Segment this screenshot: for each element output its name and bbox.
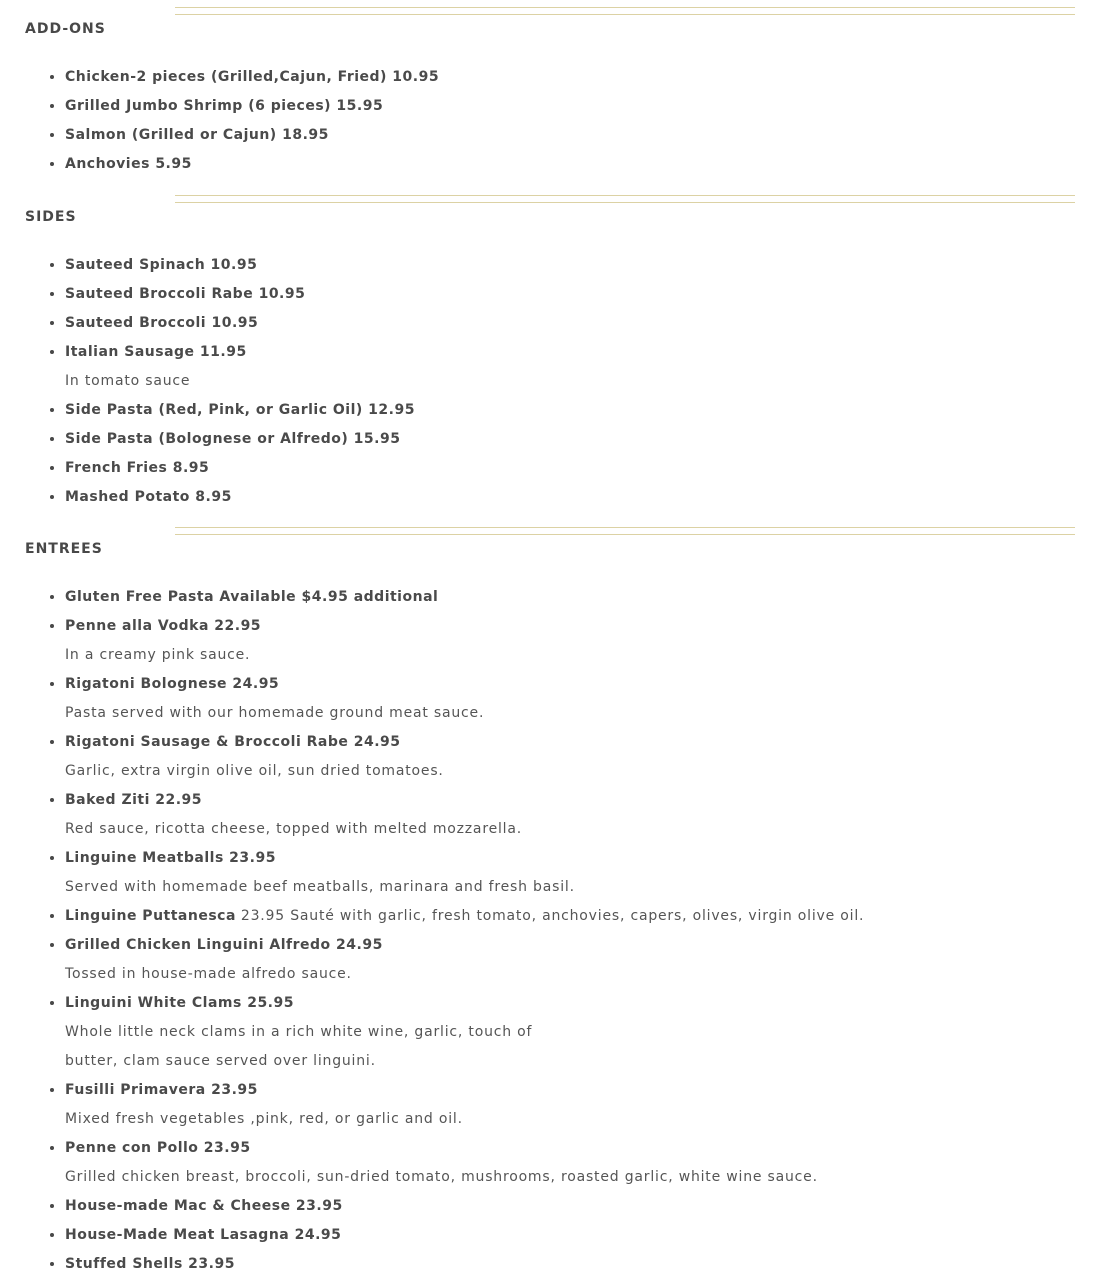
item-description: Served with homemade beef meatballs, marinara and fresh basil. xyxy=(65,879,575,895)
item-description-continued: butter, clam sauce served over linguini. xyxy=(65,1053,376,1069)
list-item xyxy=(65,583,1065,612)
item-inline-description: 23.95 Sauté with garlic, fresh tomato, anchovies, capers, olives, virgin olive oil. xyxy=(240,908,865,924)
item-name: Salmon (Grilled or Cajun) 18.95 xyxy=(65,127,329,143)
item-name: House-Made Meat Lasagna 24.95 xyxy=(65,1227,342,1243)
item-name: Rigatoni Sausage & Broccoli Rabe 24.95 xyxy=(65,734,401,750)
list-item xyxy=(65,670,1065,728)
list-item xyxy=(65,251,1065,280)
section-divider xyxy=(175,527,1075,535)
list-item xyxy=(65,612,1065,670)
list-item xyxy=(65,483,1065,512)
item-name: Sauteed Broccoli 10.95 xyxy=(65,315,259,331)
list-item xyxy=(65,1134,1065,1192)
list-item xyxy=(65,1076,1065,1134)
list-item xyxy=(65,92,1065,121)
item-name: Grilled Chicken Linguini Alfredo 24.95 xyxy=(65,937,383,953)
item-description: In tomato sauce xyxy=(65,373,191,389)
item-description: Pasta served with our homemade ground meat sauce. xyxy=(65,705,485,721)
list-item xyxy=(65,728,1065,786)
list-item xyxy=(65,902,1065,931)
list-item xyxy=(65,931,1065,989)
item-description: Tossed in house-made alfredo sauce. xyxy=(65,966,352,982)
section-heading-addons: ADD-ONS xyxy=(25,21,106,37)
item-name: Penne con Pollo 23.95 xyxy=(65,1140,251,1156)
item-name: Italian Sausage 11.95 xyxy=(65,344,247,360)
item-name: Anchovies 5.95 xyxy=(65,156,192,172)
list-item xyxy=(65,1221,1065,1250)
sides-list xyxy=(25,251,1065,512)
list-item xyxy=(65,121,1065,150)
list-item xyxy=(65,454,1065,483)
item-name: Fusilli Primavera 23.95 xyxy=(65,1082,258,1098)
item-name: Linguine Meatballs 23.95 xyxy=(65,850,276,866)
item-name: Rigatoni Bolognese 24.95 xyxy=(65,676,280,692)
item-name: Chicken-2 pieces (Grilled,Cajun, Fried) 10.95 xyxy=(65,69,440,85)
list-item xyxy=(65,396,1065,425)
section-heading-sides: SIDES xyxy=(25,209,77,225)
list-item xyxy=(65,786,1065,844)
item-name: Stuffed Shells 23.95 xyxy=(65,1256,235,1272)
addons-list xyxy=(25,63,1065,179)
section-heading-entrees: ENTREES xyxy=(25,541,103,557)
item-name: Baked Ziti 22.95 xyxy=(65,792,203,808)
item-description: In a creamy pink sauce. xyxy=(65,647,251,663)
item-name: Gluten Free Pasta Available $4.95 additional xyxy=(65,589,439,605)
section-divider xyxy=(175,7,1075,15)
list-item xyxy=(65,309,1065,338)
item-description: Red sauce, ricotta cheese, topped with melted mozzarella. xyxy=(65,821,522,837)
list-item xyxy=(65,1192,1065,1221)
item-name: Grilled Jumbo Shrimp (6 pieces) 15.95 xyxy=(65,98,384,114)
item-description: Whole little neck clams in a rich white wine, garlic, touch of xyxy=(65,1024,533,1040)
list-item xyxy=(65,63,1065,92)
list-item xyxy=(65,1250,1065,1279)
item-description: Mixed fresh vegetables ,pink, red, or garlic and oil. xyxy=(65,1111,463,1127)
list-item xyxy=(65,989,1065,1076)
item-name: Sauteed Spinach 10.95 xyxy=(65,257,258,273)
item-name: Mashed Potato 8.95 xyxy=(65,489,232,505)
list-item xyxy=(65,425,1065,454)
item-name: Sauteed Broccoli Rabe 10.95 xyxy=(65,286,306,302)
item-name: French Fries 8.95 xyxy=(65,460,210,476)
item-name: Penne alla Vodka 22.95 xyxy=(65,618,262,634)
item-name: Linguine Puttanesca xyxy=(65,908,236,924)
item-description: Garlic, extra virgin olive oil, sun dried tomatoes. xyxy=(65,763,444,779)
list-item xyxy=(65,844,1065,902)
list-item xyxy=(65,280,1065,309)
item-name: Linguini White Clams 25.95 xyxy=(65,995,294,1011)
item-name: Side Pasta (Red, Pink, or Garlic Oil) 12.95 xyxy=(65,402,415,418)
list-item xyxy=(65,150,1065,179)
item-name: House-made Mac & Cheese 23.95 xyxy=(65,1198,343,1214)
entrees-list xyxy=(25,583,1065,1279)
list-item xyxy=(65,338,1065,396)
item-description: Grilled chicken breast, broccoli, sun-dried tomato, mushrooms, roasted garlic, white wine sauce. xyxy=(65,1169,818,1185)
item-name: Side Pasta (Bolognese or Alfredo) 15.95 xyxy=(65,431,401,447)
section-divider xyxy=(175,195,1075,203)
